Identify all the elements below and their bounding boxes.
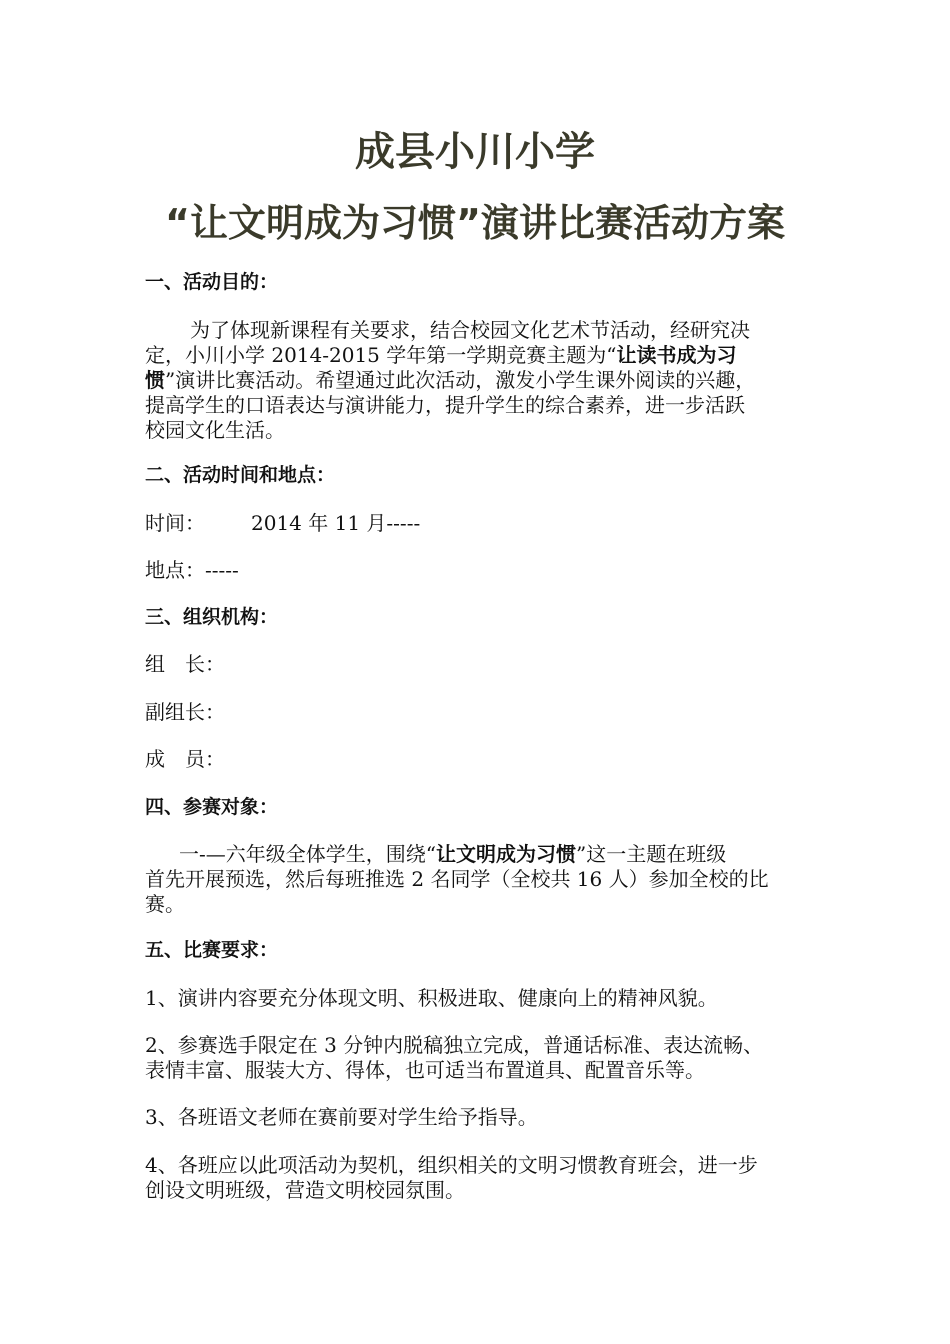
paragraph-line: 创设文明班级，营造文明校园氛围。 <box>145 1178 465 1202</box>
place-line: 地点：----- <box>145 558 239 582</box>
paragraph-line: 为了体现新课程有关要求，结合校园文化艺术节活动，经研究决 <box>190 318 750 342</box>
paragraph-line: 校园文化生活。 <box>145 418 285 442</box>
time-label: 时间： <box>145 511 205 535</box>
time-value: 2014 年 11 月----- <box>251 511 421 535</box>
paragraph-line: 定，小川小学 2014-2015 学年第一学期竞赛主题为“让读书成为习 <box>145 343 737 367</box>
section-4-paragraph <box>145 842 810 917</box>
school-title: 成县小川小学 <box>355 129 595 175</box>
paragraph-line: 4、各班应以此项活动为契机，组织相关的文明习惯教育班会，进一步 <box>145 1153 758 1177</box>
paragraph-line: 表情丰富、服装大方、得体，也可适当布置道具、配置音乐等。 <box>145 1058 705 1082</box>
section-3-heading: 三、组织机构： <box>145 606 279 628</box>
leader-line: 组 长： <box>145 652 225 676</box>
section-2-heading: 二、活动时间和地点： <box>145 464 336 486</box>
requirement-3: 3、各班语文老师在赛前要对学生给予指导。 <box>145 1105 538 1129</box>
time-line <box>145 511 810 536</box>
requirement-2 <box>145 1033 810 1083</box>
section-5-heading: 五、比赛要求： <box>145 939 279 961</box>
paragraph-line: 首先开展预选，然后每班推选 2 名同学（全校共 16 人）参加全校的比 <box>145 867 769 891</box>
section-1-heading: 一、活动目的： <box>145 271 279 293</box>
members-line: 成 员： <box>145 747 225 771</box>
paragraph-line: 赛。 <box>145 892 185 916</box>
paragraph-line: 2、参赛选手限定在 3 分钟内脱稿独立完成，普通话标准、表达流畅、 <box>145 1033 764 1057</box>
requirement-4 <box>145 1153 810 1203</box>
theme-emphasis: 让读书成为习 <box>616 343 737 367</box>
section-1-paragraph <box>145 318 810 443</box>
theme-emphasis: 让文明成为习惯 <box>435 842 576 866</box>
theme-emphasis: 惯 <box>145 368 165 392</box>
document-title: “让文明成为习惯”演讲比赛活动方案 <box>165 201 785 245</box>
paragraph-line: 一-—六年级全体学生，围绕“让文明成为习惯”这一主题在班级 <box>179 842 727 866</box>
paragraph-line: 惯”演讲比赛活动。希望通过此次活动，激发小学生课外阅读的兴趣， <box>145 368 756 392</box>
paragraph-line: 提高学生的口语表达与演讲能力，提升学生的综合素养，进一步活跃 <box>145 393 745 417</box>
vice-leader-line: 副组长： <box>145 700 225 724</box>
requirement-1: 1、演讲内容要充分体现文明、积极进取、健康向上的精神风貌。 <box>145 986 718 1010</box>
section-4-heading: 四、参赛对象： <box>145 796 279 818</box>
